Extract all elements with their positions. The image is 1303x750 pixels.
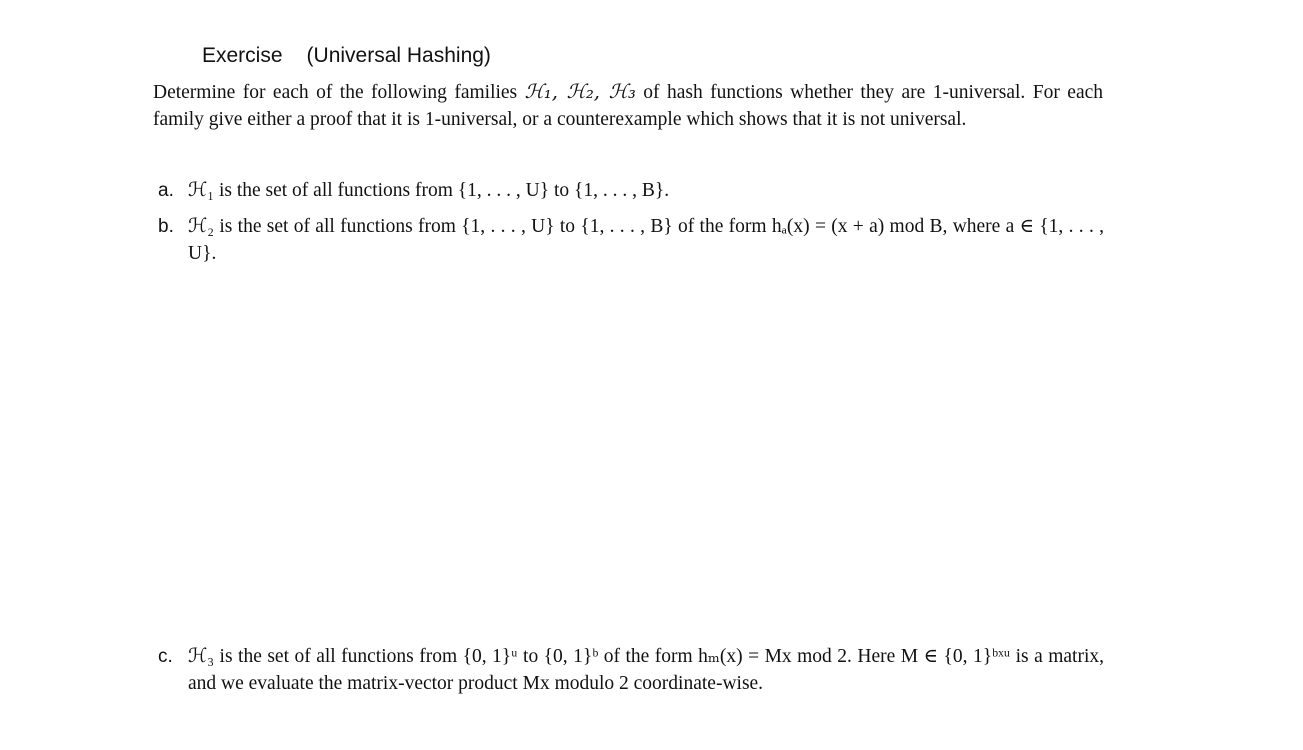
item-a-marker: a. <box>158 180 174 201</box>
item-c-marker: c. <box>158 646 173 667</box>
item-a-text: ℋ₁ is the set of all functions from {1, . . . , U} to {1, . . . , B}. <box>188 180 670 201</box>
intro-text-before: Determine for each of the following families <box>153 82 525 103</box>
list-item-a <box>158 177 1104 204</box>
exercise-intro <box>153 78 1103 133</box>
exercise-heading <box>202 44 491 68</box>
intro-families: ℋ₁, ℋ₂, ℋ₃ <box>524 80 636 103</box>
exercise-label: Exercise <box>202 44 283 67</box>
list-item-b <box>158 213 1104 267</box>
intro-text-after: of hash functions whether they are 1-universal. For each family give either a proof that it is 1-universal, or a counterexample which shows that it is not universal. <box>153 82 1104 130</box>
item-b-marker: b. <box>158 216 174 237</box>
item-c-text: ℋ₃ is the set of all functions from {0, 1}ᵘ to {0, 1}ᵇ of the form hₘ(x) = Mx mod 2. Here M ∈ {0, 1}ᵇˣᵘ is a matrix, and we evaluate the matrix-vector product Mx modulo 2 coordinate-wise. <box>188 646 1104 694</box>
item-b-text: ℋ₂ is the set of all functions from {1, . . . , U} to {1, . . . , B} of the form hₐ(x) = (x + a) mod B, where a ∈ {1, . . . , U}. <box>188 216 1104 264</box>
list-item-c <box>158 643 1104 697</box>
exercise-title: (Universal Hashing) <box>306 44 491 67</box>
